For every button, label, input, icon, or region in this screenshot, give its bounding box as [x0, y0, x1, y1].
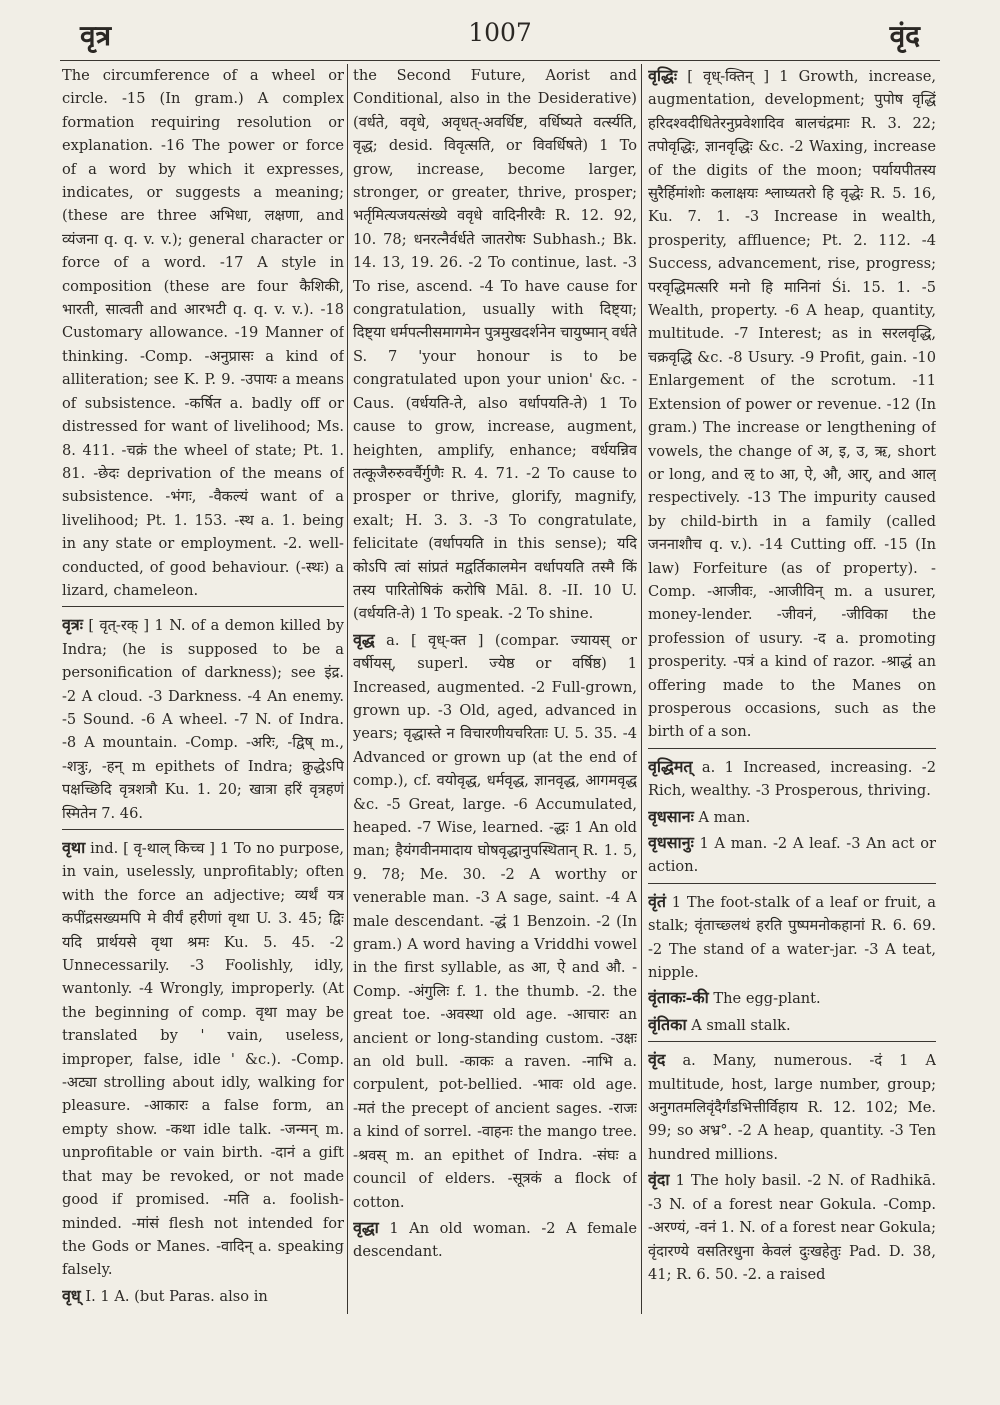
left-guide-word: वृत्र — [80, 19, 112, 52]
entry-body: 1 The foot-stalk of a leaf or fruit, a stalk; वृंताच्छ्लथं हरति पुष्पमनोकहानां R. 6. 69. -2 The stand of a water-jar. -3 A teat, nipple. — [648, 893, 936, 982]
entry-vriddhimat — [648, 755, 936, 803]
entry-vritha — [62, 836, 344, 1282]
entry-vriddhi — [648, 64, 936, 744]
headword: वृध् — [62, 1285, 81, 1305]
entry-vridhasanu — [648, 831, 936, 879]
entry-separator — [62, 829, 344, 830]
entry-body: a. Many, numerous. -दं 1 A multitude, host, large number, group; अनुगतमलिवृंदैर्गंडभित्तीर्विहाय R. 12. 102; Me. 99; so अभ्र°. -2 A heap, quantity. -3 Ten hundred millions. — [648, 1052, 936, 1163]
entry-body: ind. [ वृ-थाल् किच्च ] 1 To no purpose, in vain, uselessly, unprofitably; often with the force an adjective; व्यर्थं यत्र कपींद्रसख्यमपि मे वीर्यं हरीणां वृथा U. 3. 45; द्विः यदि प्रार्थयसे वृथा श्रमः Ku. 5. 45. -2 Unnecessarily. -3 Foolishly, idly, wantonly. -4 Wrongly, improperly. (At the beginning of comp. वृथा may be translated by ' vain, useless, improper, false, idle ' &c.). -Comp. -अट्या strolling about idly, walking for pleasure. -आकारः a false form, an empty show. -कथा idle talk. -जन्मन् m. unprofitable or vain birth. -दानं a gift that may be revoked, or not made good if promised. -मति a. foolish-minded. -मांसं flesh not intended for the Gods or Manes. -वादिन् a. speaking falsely. — [62, 840, 344, 1279]
entry-separator — [648, 883, 936, 884]
column-rule-left — [347, 64, 348, 1314]
column-rule-right — [641, 64, 642, 1314]
entry-body: I. 1 A. (but Paras. also in — [80, 1287, 268, 1305]
headword: वृंद — [648, 1050, 666, 1070]
headword: वृद्धिः — [648, 66, 678, 85]
column-3 — [648, 64, 936, 1314]
entry-body: 1 A man. -2 A leaf. -3 An act or action. — [648, 835, 936, 876]
entry-vridh — [62, 1284, 344, 1308]
entry-continuation: The circumference of a wheel or circle. -15 (In gram.) A complex formation requiring resolution or explanation. -16 The power or force of a word by which it expresses, indicates, or suggests a meaning; (these are three अभिधा, लक्षणा, and व्यंजना q. q. v. v.); general character or force of a word. -17 A style in composition (these are four कैशिकी, भारती, सात्वती and आरभटी q. q. v. v.). -18 Customary allowance. -19 Manner of thinking. -Comp. -अनुप्रासः a kind of alliteration; see K. P. 9. -उपायः a means of subsistence. -कर्षित a. badly off or distressed for want of livelihood; Ms. 8. 411. -चक्रं the wheel of state; Pt. 1. 81. -छेदः deprivation of the means of subsistence. -भंगः, -वैकल्यं want of a livelihood; Pt. 1. 153. -स्थ a. 1. being in any state or employment. -2. well-conducted, of good behaviour. (-स्थः) a lizard, chameleon. — [62, 67, 344, 599]
entry-body: a. [ वृध्-क्त ] (compar. ज्यायस् or वर्षीयस्, superl. ज्येष्ठ or वर्षिष्ठ) 1 Increased, augmented. -2 Full-grown, grown up. -3 Old, aged, advanced in years; वृद्धास्ते न विचारणीयचरिताः U. 5. 35. -4 Advanced or grown up (at the end of comp.), cf. वयोवृद्ध, धर्मवृद्ध, ज्ञानवृद्ध, आगमवृद्ध &c. -5 Great, large. -6 Accumulated, heaped. -7 Wise, learned. -द्धः 1 An old man; हैयंगवीनमादाय घोषवृद्धानुपस्थितान् R. 1. 5, 9. 78; Me. 30. -2 A worthy or venerable man. -3 A sage, saint. -4 A male descendant. -द्धं 1 Benzoin. -2 (In gram.) A word having a Vriddhi vowel in the first syllable, as आ, ऐ and औ. -Comp. -अंगुलिः f. 1. the thumb. -2. the great toe. -अवस्था old age. -आचारः an ancient or long-standing custom. -उक्षः an old bull. -काकः a raven. -नाभि a. corpulent, pot-bellied. -भावः old age. -मतं the precept of ancient sages. -राजः a kind of sorrel. -वाहनः the mango tree. -श्रवस् m. an epithet of Indra. -संघः a council of elders. -सूत्रकं a flock of cotton. — [353, 631, 637, 1211]
entry-body: A small stalk. — [686, 1016, 791, 1034]
entry-body: 1 The holy basil. -2 N. of Radhikā. -3 N. of a forest near Gokula. -Comp. -अरण्यं, -वनं 1. N. of a forest near Gokula; वृंदारण्ये वसतिरधुना केवलं दुःखहेतुः Pad. D. 38, 41; R. 6. 50. -2. a raised — [648, 1172, 936, 1283]
page-number: 1007 — [468, 18, 532, 47]
headword: वृधसानुः — [648, 833, 694, 852]
entry-vrinta — [648, 890, 936, 985]
headword: वृथा — [62, 838, 86, 857]
headword: वृंताकः-की — [648, 988, 709, 1008]
right-guide-word: वृंद — [889, 19, 920, 52]
header-rule — [60, 60, 940, 61]
entry-body: The egg-plant. — [708, 990, 821, 1008]
headword: वृंदा — [648, 1170, 670, 1190]
entry-body: 1 An old woman. -2 A female descendant. — [353, 1219, 637, 1261]
column-1 — [62, 64, 344, 1314]
entry-body: a. 1 Increased, increasing. -2 Rich, wealthy. -3 Prosperous, thriving. — [648, 758, 936, 800]
headword: वृद्धा — [353, 1217, 379, 1237]
entry-vrintaka — [648, 986, 936, 1010]
entry-body: [ वृध्-क्तिन् ] 1 Growth, increase, augmentation, development; पुपोष वृद्धिं हरिदश्वदीधितेरनुप्रवेशादिव बालचंद्रमाः R. 3. 22; तपोवृद्धिः, ज्ञानवृद्धिः &c. -2 Waxing, increase of the digits of the moon; पर्यायपीतस्य सुरैर्हिमांशोः कलाक्षयः श्लाघ्यतरो हि वृद्धेः R. 5. 16, Ku. 7. 1. -3 Increase in wealth, prosperity, affluence; Pt. 2. 112. -4 Success, advancement, rise, progress; परवृद्धिमत्सरि मनो हि मानिनां Śi. 15. 1. -5 Wealth, property. -6 A heap, quantity, multitude. -7 Interest; as in सरलवृद्धि, चक्रवृद्धि &c. -8 Usury. -9 Profit, gain. -10 Enlargement of the scrotum. -11 Extension of power or revenue. -12 (In gram.) The increase or lengthening of vowels, the change of अ, इ, उ, ऋ, short or long, and ऌ to आ, ऐ, औ, आर्, and आल् respectively. -13 The impurity caused by child-birth in a family (called जननाशौच q. v.). -14 Cutting off. -15 (In law) Forfeiture (as of property). -Comp. -आजीवः, -आजीविन् m. a usurer, money-lender. -जीवनं, -जीविका the profession of usury. -द a. promoting prosperity. -पत्रं a kind of razor. -श्राद्धं an offering made to the Manes on prosperous occasions, such as the birth of a son. — [648, 68, 936, 741]
headword: वृंतिका — [648, 1014, 687, 1034]
entry-body: [ वृत्-रक् ] 1 N. of a demon killed by Indra; (he is supposed to be a personification of darkness); see इंद्र. -2 A cloud. -3 Darkness. -4 An enemy. -5 Sound. -6 A wheel. -7 N. of Indra. -8 A mountain. -Comp. -अरिः, -द्विष् m., -शत्रुः, -हन् m epithets of Indra; क्रुद्धेऽपि पक्षच्छिदि वृत्रशत्रौ Ku. 1. 20; खात्रा हरिं वृत्रहणं स्मितेन 7. 46. — [62, 617, 344, 822]
entry-separator — [648, 1041, 936, 1042]
entry-vriddha-f — [353, 1216, 637, 1264]
entry-vrinda-f — [648, 1168, 936, 1286]
entry-vrintika — [648, 1013, 936, 1037]
headword: वृधसानः — [648, 806, 694, 826]
entry-vridhasana — [648, 805, 936, 829]
entry-continuation: the Second Future, Aorist and Conditional, also in the Desiderative) (वर्धते, ववृधे, अवृधत्-अवर्धिष्ट, वर्धिष्यते वर्त्स्यति, वृद्ध; desid. विवृत्सति, or विवर्धिषते) 1 To grow, increase, become larger, stronger, or greater, thrive, prosper; भर्तृमित्यजयत्संख्ये ववृधे वादिनीरवैः R. 12. 92, 10. 78; धनरत्नैर्वर्धते जातरोषः Subhash.; Bk. 14. 13, 19. 26. -2 To continue, last. -3 To rise, ascend. -4 To have cause for congratulation, usually with दिष्ट्या; दिष्ट्या धर्मपत्नीसमागमेन पुत्रमुखदर्शनेन चायुष्मान् वर्धते S. 7 'your honour is to be congratulated upon your union' &c. -Caus. (वर्धयति-ते, also वर्धापयति-ते) 1 To cause to grow, increase, augment, heighten, amplify, enhance; वर्धयन्निव तत्कूजैरुरुवर्चैर्गुणैः R. 4. 71. -2 To cause to prosper or thrive, glorify, magnify, exalt; H. 3. 3. -3 To congratulate, felicitate (वर्धापयति in this sense); यदि कोऽपि त्वां सांप्रतं मद्वर्तिकालमेन वर्धापयति तस्मै किं तस्य पारितोषिकं करोषि Māl. 8. -II. 10 U. (वर्धयति-ते) 1 To speak. -2 To shine. — [353, 67, 637, 623]
headword: वृंतं — [648, 891, 667, 911]
headword: वृद्धिमत् — [648, 756, 693, 776]
entry-separator — [62, 606, 344, 607]
entry-vritra — [62, 613, 344, 825]
headword: वृद्ध — [353, 629, 375, 649]
page-header — [60, 10, 940, 62]
entry-separator — [648, 748, 936, 749]
column-2 — [353, 64, 637, 1314]
entry-body: A man. — [693, 808, 751, 826]
headword: वृत्रः — [62, 615, 83, 635]
entry-vriddha — [353, 628, 637, 1214]
entry-vrinda — [648, 1048, 936, 1166]
